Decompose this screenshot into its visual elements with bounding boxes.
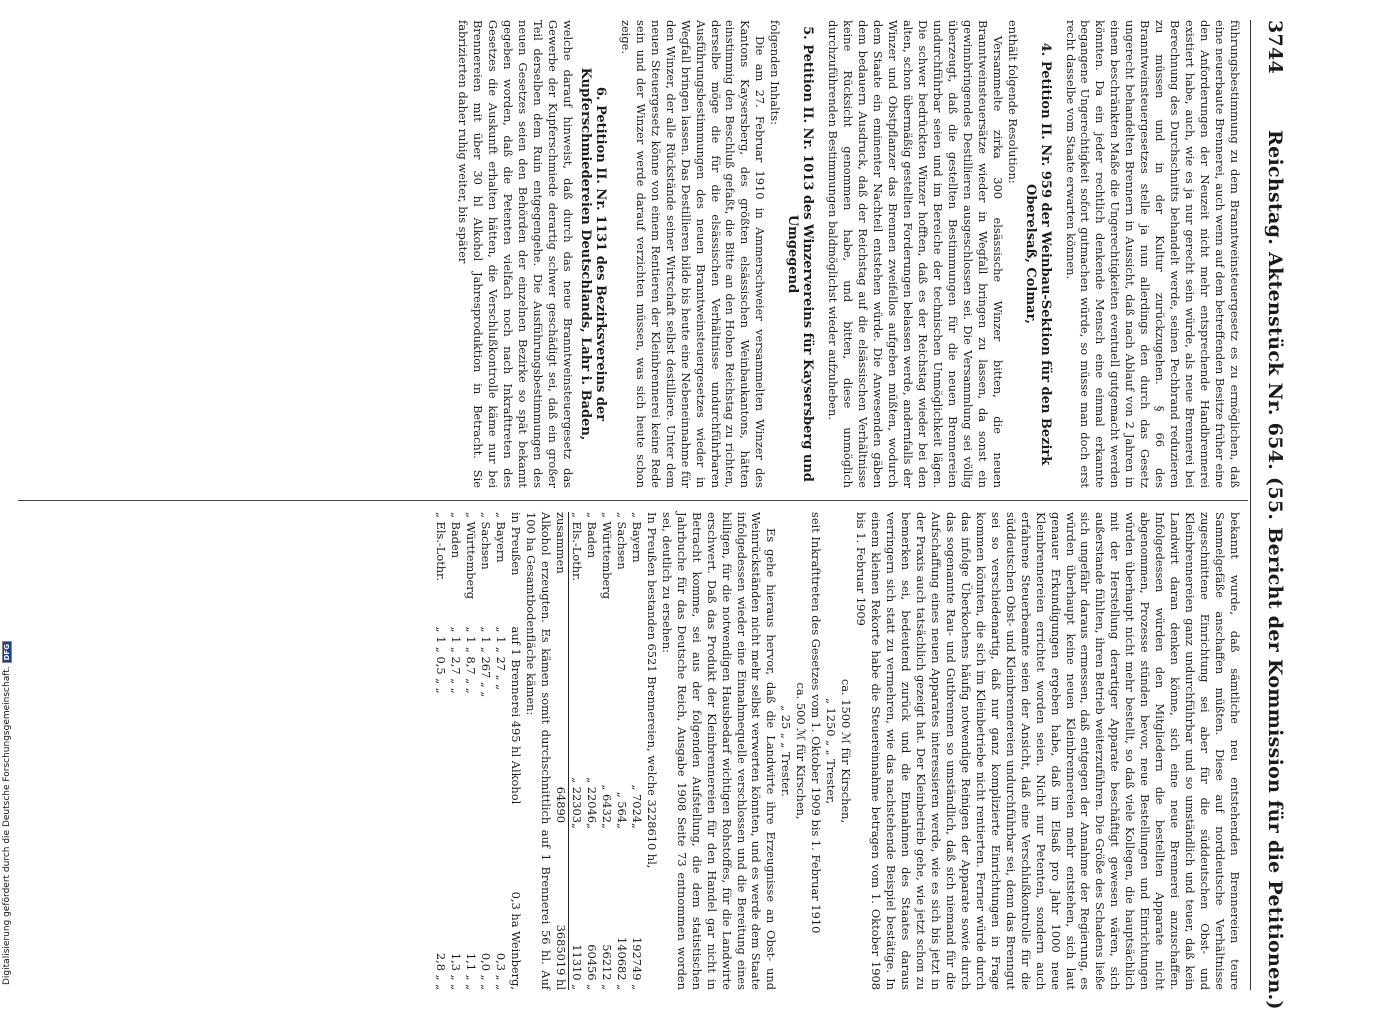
petition-4-title: 4. Petition II. Nr. 959 der Weinbau-Sektion für den Bezirk Oberelsaß, Colmar, <box>1022 42 1053 466</box>
cell-value: 56212 „ <box>599 944 614 990</box>
paragraph: führungsbestimmung zu dem Branntweinsteuergesetz es zu ermöglichen, daß eine neuerbaute Brennerei, auch wenn auf dem betreffenden Besitze früher eine den Anforderungen der Neuzeit nicht mehr entsprechende Handbrennerei existiert habe, auch, wie es ja nur gerecht sein würde, als neue Brennerei bei Berechnung des Durchschnitts behandelt werde, seinen Pechbrand reduzieren zu müssen und in der Kultur zurückzugehen. § 66 des Branntweinsteuergesetzes stelle ja nun allerdings den durch das Gesetz ungerecht behandelten Brennern in Aussicht, daß nach Ablauf von 2 Jahren in einem beschränkten Maße die Ungerechtigkeiten eventuell gutgemacht werden könnten. Da ein jeder rechtlich denkende Mensch eine einmal erkannte begangene Ungerechtigkeit sofort gutmachen würde, so müsse man doch erst recht dasselbe vom Staate erwarten können. <box>1063 20 1242 488</box>
table-row <box>508 512 523 990</box>
cell-unit: „ <box>629 823 644 829</box>
cell-label: „ Bayern <box>629 512 644 563</box>
table-outro: Alkohol erzeugten. Es kämen somit durchschnittlich auf 1 Brennerei 56 hl. Auf 100 ha Gesamtbodenfläche kämen: <box>524 512 554 990</box>
cell-left: auf 1 Brennerei 495 hl Alkohol <box>509 626 524 805</box>
left-column <box>455 20 1242 488</box>
cell-label: „ Baden <box>449 512 464 559</box>
cell-unit: „ <box>614 823 629 829</box>
total-cell: 3685019 hl <box>553 837 568 990</box>
total-cell: zusammen <box>553 512 568 716</box>
table-row <box>493 512 508 990</box>
table-row <box>629 512 644 990</box>
cell-count: „ 7024 <box>629 784 644 824</box>
cell-value: 11310 „ <box>570 944 585 990</box>
table-total-row <box>553 512 568 990</box>
cell-left: „ 1 „ 27 „ „ <box>494 626 509 690</box>
amount-line: „ 25 „ „ Trester. <box>779 705 794 797</box>
cell-unit: „ <box>585 823 600 829</box>
cell-left: „ 1 „ 8,7 „ „ <box>464 626 479 694</box>
table-row <box>434 512 449 990</box>
petition-5-title: 5. Petition II. Nr. 1013 des Winzervereins für Kaysersberg und Umgegend <box>785 26 816 482</box>
column-divider <box>18 500 1248 501</box>
cell-label: „ Els.-Lothr. <box>570 512 585 581</box>
table-row <box>569 512 584 990</box>
table-row <box>448 512 463 990</box>
cell-left: „ 1 „ 0,5 „ „ <box>434 626 449 694</box>
table-row <box>584 512 599 990</box>
amount-line: ca. 1500 ℳ für Kirschen, <box>839 678 854 824</box>
cell-label: „ Sachsen <box>479 512 494 570</box>
cell-count: „ 22303 <box>570 777 585 824</box>
table-row <box>478 512 493 990</box>
cell-label: in Preußen <box>509 512 524 576</box>
cell-count: „ 22046 <box>585 777 600 824</box>
petition-4-body: Versammelte zirka 300 elsässische Winzer bitten, die neuen Branntweinsteuersätze wieder in Wegfall bringen zu lassen, da sonst ein gewinnbringendes Destillieren ausgeschlossen sei. Die Versammlung sei völlig überzeugt, daß die gestellten Bestimmungen für die neuen Brennereien undurchführbar seien und im Bereiche der technischen Unmöglichkeit lägen. Die schwer bedrückten Winzer hofften, daß es der Reichstag wieder bei den alten, schon übermäßig gestellten Forderungen belassen werde, andernfalls der Winzer und Obstpflanzer das Brennen zweifellos aufgeben müßten, wodurch dem Staate ein eminenter Nachteil entstehen würde. Die Anwesenden gäben dem bedauern Ausdruck, daß der Reichstag auf die elsässischen Verhältnisse keine Rücksicht genommen habe, und bitten, diese unmöglich durchzuführenden Bestimmungen baldmöglichst wieder aufzuheben. <box>826 20 1005 488</box>
petition-4-intro: enthält folgende Resolution: <box>1005 20 1020 184</box>
cell-right: 2,8 „ „ <box>434 952 449 990</box>
header-rule <box>1250 20 1251 990</box>
page-number: 3744 <box>1264 20 1286 75</box>
petition-5-intro: folgenden Inhalts: <box>768 20 783 125</box>
dfg-logo: DFG <box>2 641 12 663</box>
petition-6-title: 6. Petition II. Nr. 1131 des Bezirksvereins der Kupferschmiedereien Deutschlands, Lahr i. Baden, <box>577 67 608 441</box>
cell-value: 192749 „ <box>629 936 644 990</box>
cell-right: 1,1 „ „ <box>464 952 479 990</box>
page-header <box>1252 20 1286 1010</box>
cell-label: „ Württemberg <box>599 512 614 600</box>
table-row <box>599 512 614 990</box>
cell-label: „ Els.-Lothr. <box>434 512 449 581</box>
credit-text: Digitalisierung gefördert durch die Deutsche Forschungsgemeinschaft. <box>2 666 12 985</box>
cell-right: 0,3 ha Weinberg, <box>509 891 524 990</box>
petition-5-body: Die am 27. Februar 1910 in Ammerschweier versammelten Winzer des Kantons Kaysersberg, des größten elsässischen Weinbaukantons, hätten einstimmig den Beschluß gefaßt, die Bitte an den Hohen Reichstag zu richten, derselbe möge die für die elsässischen Verhältnisse undurchführbaren Ausführungsbestimmungen des neuen Branntweinsteuergesetzes wieder in Wegfall bringen lassen. Das Destillieren bilde bis heute eine Nebeneinnahme für den Winzer, der alle Rückstände seiner Wirtschaft selbst destilliere. Unter dem neuen Steuergesetz könne von einem Rentieren der Kleinbrennerei keine Rede sein und der Winzer werde darauf verzichten müssen, was sich heute schon zeige. <box>618 20 768 488</box>
paragraph: Es gehe hieraus hervor, daß die Landwirte ihre Erzeugnisse an Obst- und Weinrückständen nicht mehr selbst verwerten könnten, und es werde dem Staate infolgedessen wieder eine Einnahmequelle verschlossen und die Bereitung eines billigen, für die notwendigen Hausbedarf wichtigen Rohstoffes, für die Landwirte erschwert. Daß das Produkt der Kleinbrennereien für den Handel gar nicht in Betracht komme, sei aus der folgenden Aufstellung, die dem statistischen Jahrbuche für das Deutsche Reich, Ausgabe 1908 Seite 73 entnommen worden sei, deutlich zu ersehen: <box>659 512 779 990</box>
cell-right: 0,0 „ „ <box>479 952 494 990</box>
petition-6-body: welche darauf hinweist, daß durch das neue Branntweinsteuergesetz das Gewerbe der Kupferschmiede derartig schwer geschädigt sei, daß ein großer Teil derselben dem Ruin entgegengehe. Die Ausführungsbestimmungen des neuen Gesetzes seien den Behörden der einzelnen Bezirke so spät bekannt gegeben worden, daß die Petenten vielfach noch nach Inkrafttreten des Gesetzes die Auskunft erhalten hätten, die Verschlußkontrolle käme nur bei Brennereien mit über 30 hl Alkohol Jahresproduktion in Betracht. Sie fabrizierten daher ruhig weiter, bis später <box>456 20 575 488</box>
cell-unit: „ <box>599 823 614 829</box>
cell-label: „ Baden <box>585 512 600 559</box>
cell-left: „ 1 „ 2,7 „ „ <box>449 626 464 694</box>
amount-line: „ 1250 „ „ Trester, <box>824 698 839 804</box>
right-column <box>434 512 1242 990</box>
cell-left: „ 1 „ 267 „ „ <box>479 626 494 698</box>
cell-label: „ Württemberg <box>464 512 479 600</box>
amount-line: ca. 500 ℳ für Kirschen, <box>794 682 809 820</box>
total-cell: 64890 <box>553 716 568 823</box>
cell-right: 0,3 „ „ <box>494 952 509 990</box>
table-row <box>614 512 629 990</box>
period-line: seit Inkrafttreten des Gesetzes vom 1. Oktober 1909 bis 1. Februar 1910 <box>809 512 824 934</box>
cell-count: „ 564 <box>614 791 629 824</box>
cell-value: 140682 „ <box>614 936 629 990</box>
cell-label: „ Bayern <box>494 512 509 563</box>
cell-label: „ Sachsen <box>614 512 629 570</box>
table-intro: In Preußen bestanden 6521 Brennereien, welche 3228610 hl, <box>644 512 659 869</box>
cell-value: 60456 „ <box>585 944 600 990</box>
empty-cell <box>553 823 568 837</box>
table-row <box>463 512 478 990</box>
running-title: Reichstag. Aktenstück Nr. 654. (55. Bericht der Kommission für die Petitionen.) <box>1264 130 1286 1010</box>
cell-right: 1,3 „ „ <box>449 952 464 990</box>
cell-unit: „ <box>570 823 585 829</box>
cell-count: „ 6432 <box>599 784 614 824</box>
distillery-table <box>553 512 644 990</box>
paragraph: bekannt wurde, daß sämtliche neu entstehenden Brennereien teure Sammelgefäße anschaffen müßten. Diese auf norddeutsche Verhältnisse zugeschnittene Einrichtung sei aber für die süddeutschen Obst- und Kleinbrennereien ganz undurchführbar und so umständlich und teuer, daß kein Landwirt daran denken könne, sich eine neue Brennerei anzuschaffen. Infolgedessen würden den Mitgliedern die bestellten Apparate nicht abgenommen, Prozesse stünden bevor, neue Bestellungen und Einrichtungen würden überhaupt nicht mehr bestellt, so daß viele Kollegen, die hauptsächlich mit der Herstellung derartiger Apparate beschäftigt gewesen wären, sich außerstande fühlten, ihren Betrieb weiterzuführen. Die Größe des Schadens ließe sich ungefähr daraus ermessen, daß entgegen der Annahme der Regierung, es würden überhaupt keine neuen Kleinbrennereien mehr entstehen, sich laut genauer Erkundigungen ergeben habe, daß im Elsaß pro Jahr 1000 neue Kleinbrennereien errichtet worden seien. Nicht nur Petenten, sondern auch erfahrene Steuerbeamte seien der Ansicht, daß eine Verschlußkontrolle für die süddeutschen Obst- und Kleinbrennereien undurchführbar sei, denn das Brenngut sei so verschiedenartig, daß nur ganz komplizierte Einrichtungen in Frage kommen könnten, die sich im Kleinbetriebe nicht rentierten. Ferner würde durch das infolge Überkochens häufig notwendige Reinigen der Apparate sowie durch das sogenannte Rau- und Gutbrennen so umständlich, daß sich niemand für die Aufschaffung eines neuen Apparates interessieren werde, wie es sich bis jetzt in der Praxis auch tatsächlich gezeigt hat. Der Kleinbetrieb gehe, wie jetzt schon zu bemerken sei, bedeutend zurück und die Einnahmen des Staates daraus verringern sich statt zu vermehren, wie das nachstehende Beispiel bestätige. In einem kleinen Rekorte habe die Steuereinnahme betragen vom 1. Oktober 1908 bis 1. Februar 1909 <box>854 512 1242 990</box>
hectare-table <box>434 512 524 990</box>
